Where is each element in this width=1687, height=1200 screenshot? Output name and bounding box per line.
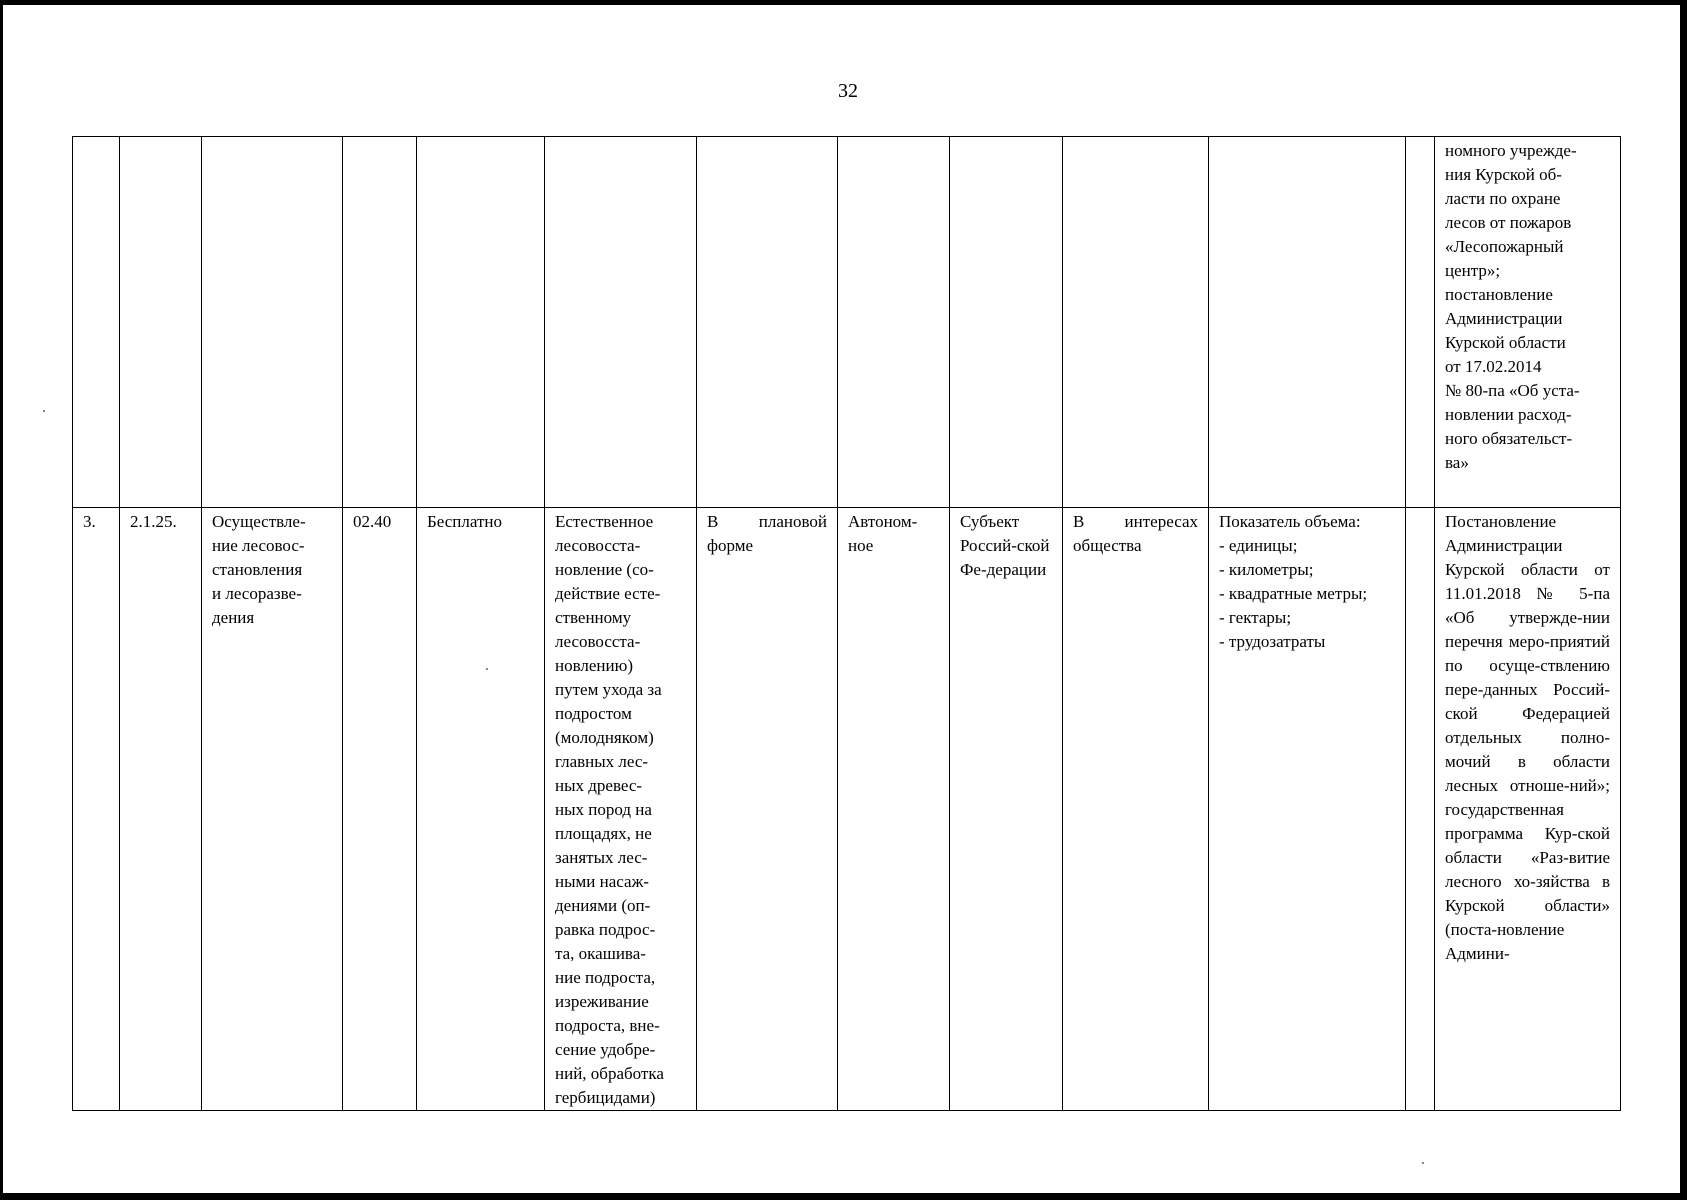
cell-institution-type: Автоном- ное [838,508,950,1111]
table-row-continuation [73,137,1621,508]
cell-code [120,137,202,508]
cell-legal-basis: Постановление Администрации Курской области от 11.01.2018 № 5-па «Об утвержде-нии перечня меро-приятий по осуще-ствлению пере-данных Россий-ской Федерацией отдельных полно-мочий в области лесных отноше-ний»; государственная программа Кур-ской области «Раз-витие лесного хо-зяйства в Курской области» (поста-новление Админи- [1435,508,1621,1111]
indicator-title: Показатель объема: [1219,512,1361,531]
services-table [72,136,1621,1111]
cell-code: 2.1.25. [120,508,202,1111]
cell-consumer: Субъект Россий-ской Фе-дерации [950,508,1063,1111]
cell-form: В плановой форме [697,508,838,1111]
cell-okved [343,137,417,508]
cell-empty [1406,137,1435,508]
cell-form [697,137,838,508]
indicator-list: - единицы; - километры; - квадратные метры; - гектары; - трудозатраты [1219,536,1368,651]
scan-speck [486,668,488,670]
cell-consumer [950,137,1063,508]
cell-name: Осуществле- ние лесовос- становления и лесоразве- дения [202,508,343,1111]
cell-okved: 02.40 [343,508,417,1111]
cell-indicators [1209,137,1406,508]
cell-legal-basis: номного учрежде- ния Курской об- ласти по охране лесов от пожаров «Лесопожарный центр»; постановление Администрации Курской области от 17.02.2014 № 80-па «Об уста- новлении расход- ного обязательст- ва» [1435,137,1621,508]
cell-number: 3. [73,508,120,1111]
cell-payment: Бесплатно [417,508,545,1111]
scan-speck [43,410,45,412]
cell-number [73,137,120,508]
cell-indicators [1209,508,1406,1111]
table-row [73,508,1621,1111]
cell-name [202,137,343,508]
cell-payment [417,137,545,508]
cell-interest [1063,137,1209,508]
page-number: 32 [838,80,858,102]
cell-content: Естественное лесовосста- новление (со- действие есте- ственному лесовосста- новлению) путем ухода за подростом (молодняком) главных лес- ных древес- ных пород на площадях, не занятых лес- ными насаж- дениями (оп- равка подрос- та, окашива- ние подроста, изреживание подроста, вне- сение удобре- ний, обработка гербицидами) [545,508,697,1111]
cell-institution-type [838,137,950,508]
cell-empty [1406,508,1435,1111]
cell-interest: В интересах общества [1063,508,1209,1111]
cell-content [545,137,697,508]
scan-speck [1422,1162,1424,1164]
